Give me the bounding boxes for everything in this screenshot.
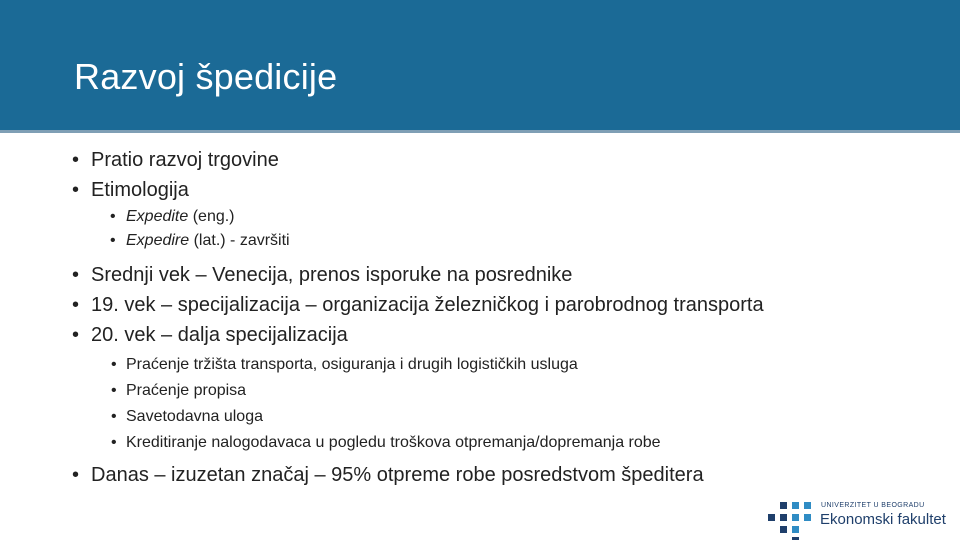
etymology-list bbox=[110, 205, 952, 253]
slide-content bbox=[72, 145, 952, 490]
etymology-word: Expedire bbox=[126, 232, 190, 249]
etymology-note: (lat.) - završiti bbox=[189, 232, 290, 249]
specialization-list bbox=[111, 352, 952, 456]
title-bar bbox=[0, 0, 960, 133]
etymology-item bbox=[110, 205, 952, 229]
logo-faculty-name: Ekonomski fakultet bbox=[820, 511, 946, 528]
etymology-word: Expedite bbox=[126, 208, 189, 225]
bullet-today: • Danas – izuzetan značaj – 95% otpreme robe posredstvom špeditera bbox=[72, 460, 952, 490]
dots-logo-icon bbox=[762, 500, 820, 540]
bullet-middle-ages: • Srednji vek – Venecija, prenos isporuke na posrednike bbox=[72, 260, 952, 290]
specialization-item: • Kreditiranje nalogodavaca u pogledu troškova otpremanja/dopremanja robe bbox=[111, 430, 952, 456]
bullet-etymology: • Etimologija bbox=[72, 175, 952, 205]
bullet-20th-century: • 20. vek – dalja specijalizacija bbox=[72, 320, 952, 350]
specialization-item: • Praćenje propisa bbox=[111, 378, 952, 404]
bullet-trade: • Pratio razvoj trgovine bbox=[72, 145, 952, 175]
etymology-item bbox=[110, 229, 952, 253]
specialization-item: • Praćenje tržišta transporta, osiguranja i drugih logističkih usluga bbox=[111, 352, 952, 378]
logo-university: UNIVERZITET U BEOGRADU bbox=[821, 502, 925, 509]
slide-title: Razvoj špedicije bbox=[74, 56, 338, 97]
faculty-logo bbox=[762, 500, 960, 540]
bullet-19th-century: • 19. vek – specijalizacija – organizacija železničkog i parobrodnog transporta bbox=[72, 290, 952, 320]
etymology-note: (eng.) bbox=[188, 208, 235, 225]
specialization-item: • Savetodavna uloga bbox=[111, 404, 952, 430]
